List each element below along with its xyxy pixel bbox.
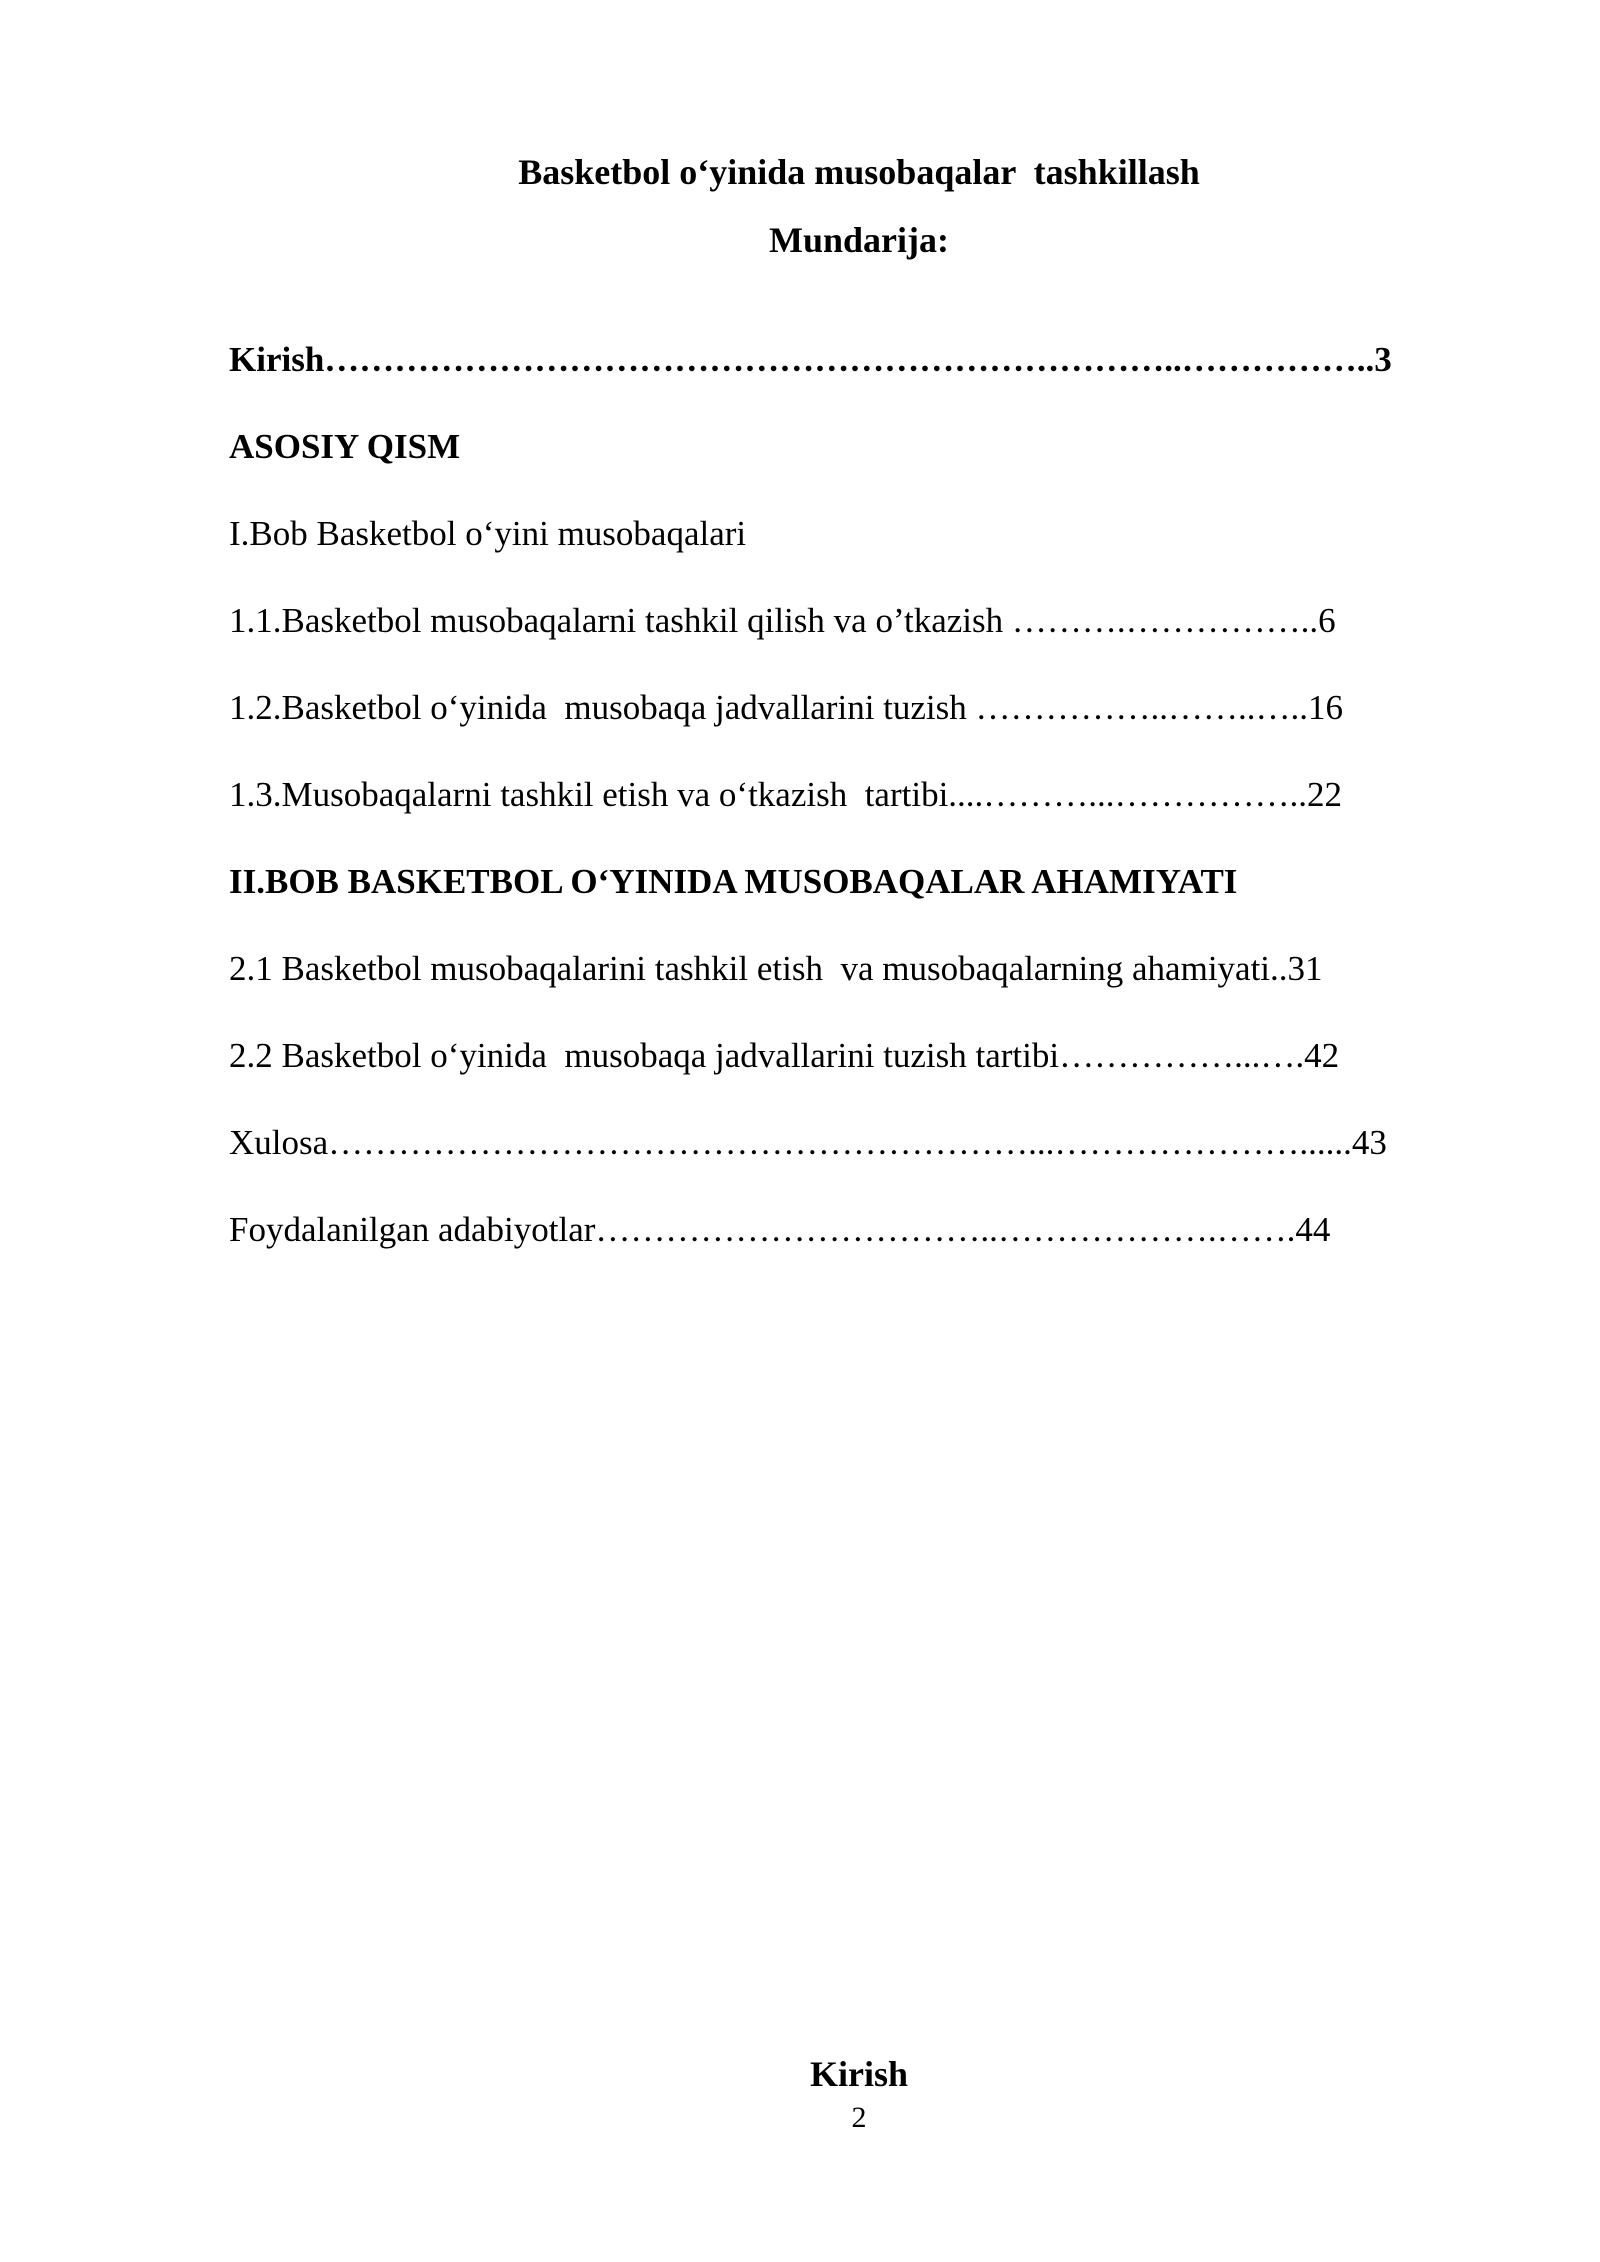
toc-entry-xulosa: Xulosa……………………………………………………...…………………......43: [229, 1123, 1387, 1162]
toc-entry-references: Foydalanilgan adabiyotlar……………………………..……………….…….44: [229, 1210, 1331, 1249]
table-of-contents: [229, 338, 1529, 1295]
toc-entry-1-2: 1.2.Basketbol o‘yinida musobaqa jadvallarini tuzish ……………..……..…..16: [229, 688, 1344, 727]
document-title: Basketbol o‘yinida musobaqalar tashkillash: [518, 152, 1200, 192]
toc-entry-1-1: 1.1.Basketbol musobaqalarni tashkil qilish va o’tkazish ……….……………..6: [229, 601, 1336, 640]
toc-entry-chapter-2: II.BOB BASKETBOL O‘YINIDA MUSOBAQALAR AHAMIYATI: [229, 862, 1238, 901]
toc-entry-kirish: Kirish………………………………………………………………..……………..3: [229, 340, 1392, 379]
toc-heading: Mundarija:: [769, 220, 949, 260]
toc-entry-asosiy-qism: ASOSIY QISM: [229, 427, 461, 466]
toc-entry-chapter-1: I.Bob Basketbol o‘yini musobaqalari: [229, 514, 747, 553]
page-number: 2: [851, 2101, 867, 2134]
toc-entry-1-3: 1.3.Musobaqalarni tashkil etish va o‘tkazish tartibi....………...……………..22: [229, 775, 1343, 814]
next-section-heading: Kirish: [809, 2054, 908, 2094]
toc-entry-2-2: 2.2 Basketbol o‘yinida musobaqa jadvallarini tuzish tartibi……………...….42: [229, 1036, 1340, 1075]
toc-entry-2-1: 2.1 Basketbol musobaqalarini tashkil etish va musobaqalarning ahamiyati..31: [229, 949, 1323, 988]
